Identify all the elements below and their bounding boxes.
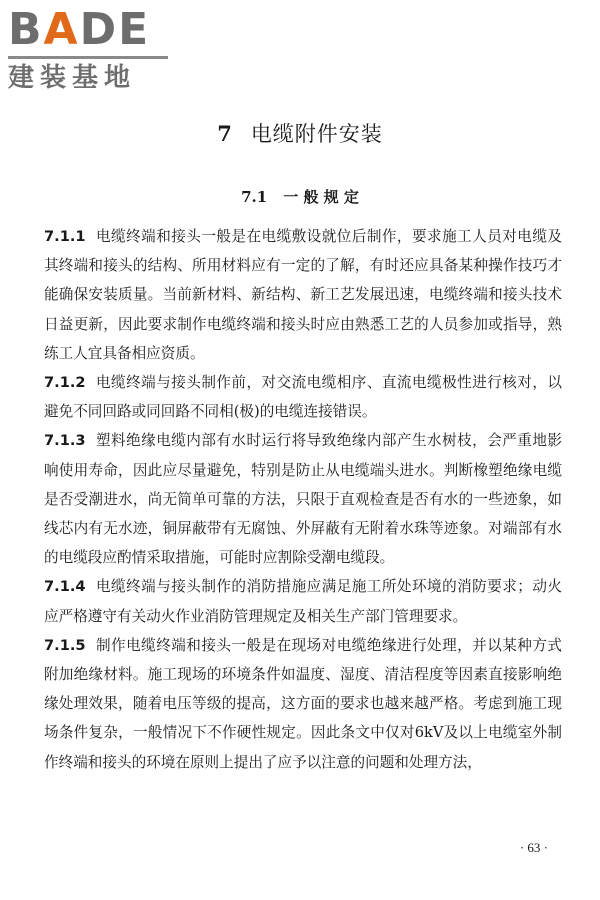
- logo-accent-letter: A: [43, 4, 80, 55]
- logo-letters: DE: [79, 4, 151, 55]
- clause-number: 7.1.3: [44, 432, 86, 450]
- clause-text: 电缆终端与接头制作前，对交流电缆相序、直流电缆极性进行核对，以避免不同回路或同回路不同相(极)的电缆连接错误。: [44, 374, 562, 421]
- logo-letter: B: [8, 4, 44, 55]
- clause-number: 7.1.5: [44, 636, 86, 654]
- logo-subtitle: 建装基地: [8, 63, 137, 93]
- chapter-heading: [0, 118, 600, 148]
- clause-paragraph: [44, 222, 562, 368]
- section-heading: [0, 186, 600, 207]
- body-text: [44, 222, 562, 777]
- section-number: 7.1: [241, 188, 268, 206]
- clause-text: 制作电缆终端和接头一般是在现场对电缆绝缘进行处理，并以某种方式附加绝缘材料。施工现场的环境条件如温度、湿度、清洁程度等因素直接影响绝缘处理效果，随着电压等级的提高，这方面的要求也越来越严格。考虑到施工现场条件复杂，一般情况下不作硬性规定。因此条文中仅对6kV及以上电缆室外制作终端和接头的环境在原则上提出了应予以注意的问题和处理方法，: [44, 636, 562, 771]
- clause-paragraph: [44, 572, 562, 630]
- clause-text: 塑料绝缘电缆内部有水时运行将导致绝缘内部产生水树枝，会严重地影响使用寿命，因此应尽量避免，特别是防止从电缆端头进水。判断橡塑绝缘电缆是否受潮进水，尚无简单可靠的方法，只限于直观检查是否有水的一些迹象，如线芯内有无水迹，铜屏蔽带有无腐蚀、外屏蔽有无附着水珠等迹象。对端部有水的电缆段应酌情采取措施，可能时应割除受潮电缆段。: [44, 432, 562, 567]
- clause-number: 7.1.4: [44, 578, 86, 596]
- section-title: 一 般 规 定: [283, 188, 359, 206]
- clause-paragraph: [44, 368, 562, 426]
- logo-wordmark: [8, 6, 178, 54]
- clause-number: 7.1.1: [44, 228, 86, 245]
- clause-text: 电缆终端与接头制作的消防措施应满足施工所处环境的消防要求；动火应严格遵守有关动火作业消防管理规定及相关生产部门管理要求。: [44, 578, 562, 625]
- clause-paragraph: [44, 631, 562, 777]
- logo-rule: [8, 56, 168, 59]
- chapter-title: 电缆附件安装: [250, 122, 383, 146]
- chapter-number: 7: [217, 121, 233, 146]
- clause-number: 7.1.2: [44, 374, 86, 392]
- clause-text: 电缆终端和接头一般是在电缆敷设就位后制作，要求施工人员对电缆及其终端和接头的结构、所用材料应有一定的了解，有时还应具备某种操作技巧才能确保安装质量。当前新材料、新结构、新工艺发展迅速，电缆终端和接头技术日益更新，因此要求制作电缆终端和接头时应由熟悉工艺的人员参加或指导，熟练工人宜具备相应资质。: [44, 228, 562, 362]
- page-number: · 63 ·: [519, 840, 548, 855]
- clause-paragraph: [44, 426, 562, 572]
- logo: [8, 6, 178, 96]
